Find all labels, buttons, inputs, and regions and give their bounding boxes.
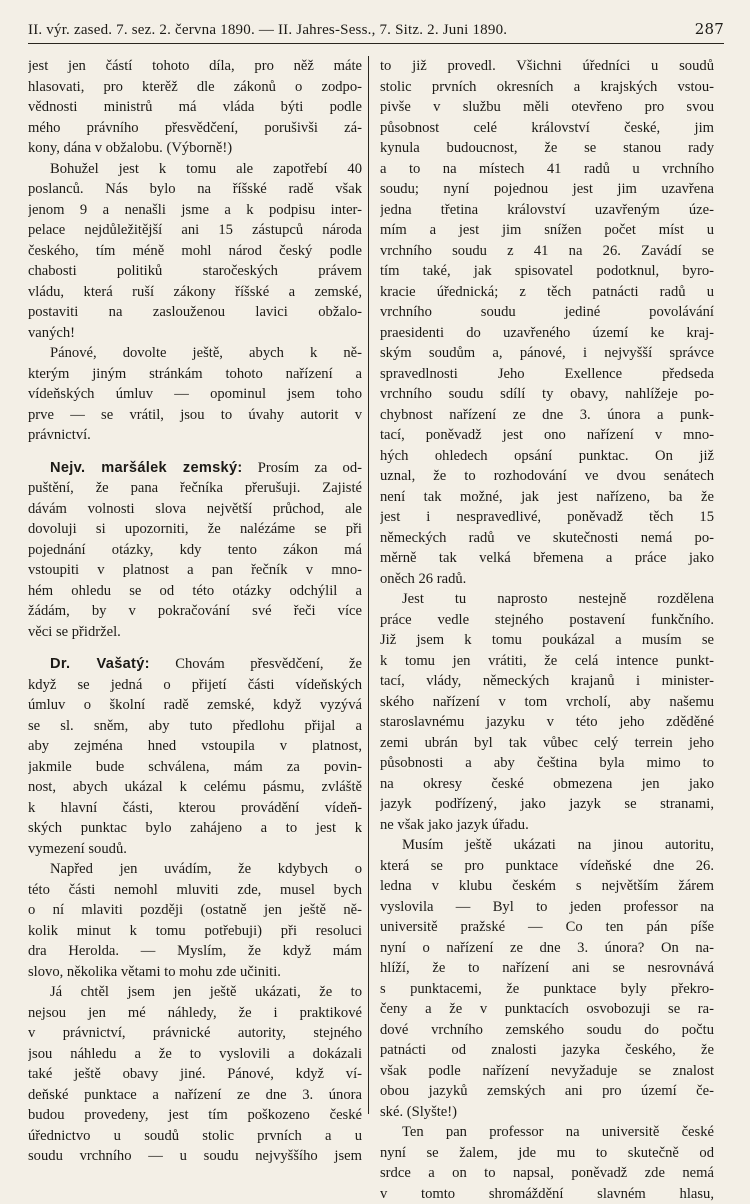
text-line: ských punktac bylo zahájeno a to jest k [28, 818, 362, 839]
text-line: českého, tím méně mohl národ český podle [28, 241, 362, 262]
text-line: jest i nespravedlivé, poněvadž těch 15 [380, 507, 714, 528]
text-line: nost, abych ukázal k celému pásmu, zvláště [28, 777, 362, 798]
text-line: dové vrchního zemského soudu do počtu [380, 1020, 714, 1041]
text-line: pivše v službu měli otevřeno pro svou [380, 97, 714, 118]
text-line: mého právního přesvědčení, porušivši zá- [28, 118, 362, 139]
text-line: budou provedeny, jest tím poškozeno české [28, 1105, 362, 1126]
text-line: ské. (Slyšte!) [380, 1102, 714, 1123]
left-column [28, 56, 372, 1204]
text-line: ského nařízení v tom vrcholí, aby našemu [380, 692, 714, 713]
text-line: na okresy české obmezena jen jako [380, 774, 714, 795]
text-line: jazyk podřízený, jako jazyk se stranami, [380, 794, 714, 815]
text-line: tím také, jak spisovatel podotknul, byro- [380, 261, 714, 282]
speaker-name: Dr. Vašatý: [50, 656, 150, 672]
text-line: kony, dána v obžalobu. (Výborně!) [28, 138, 362, 159]
document-page [28, 20, 724, 1204]
paragraph-gap [28, 446, 362, 458]
text-line: vládu, která ruší zákony říšské a zemské, [28, 282, 362, 303]
text-line: kterým jiným stránkám tohoto nařízení a [28, 364, 362, 385]
text-line: se sl. sněm, aby tuto předlohu přijal a [28, 716, 362, 737]
text-line: této části nemohl mluviti zde, musel bych [28, 880, 362, 901]
text-line: hém ohledu se od této otázky odchýlil a [28, 581, 362, 602]
text-line: hých ohledech opsání punktac. On již [380, 446, 714, 467]
text-line: stolic prvních okresních a krajských vstou- [380, 77, 714, 98]
text-line: práce vedle stejného postavení funkčního. [380, 610, 714, 631]
text-line: vrchního soudu sdílí ty obavy, nahlížeje po- [380, 384, 714, 405]
text-line: deňské punktace a nařízení ze dne 3. února [28, 1085, 362, 1106]
text-line: prve — se vrátil, jsou to úvahy autorit v [28, 405, 362, 426]
text-line: Ten pan professor na universitě české [380, 1122, 714, 1143]
text-line: slovo, několika větami to mohu zde učiniti. [28, 962, 362, 983]
text-line: ne však jako jazyk úřadu. [380, 815, 714, 836]
text-line: postaviti na zaslouženou lavici obžalo- [28, 302, 362, 323]
text-line: soudu; nyní pojednou jest jim uzavřena [380, 179, 714, 200]
text-line: však podle nařízení nevyžaduje se znalost [380, 1061, 714, 1082]
text-line: pojednání otázky, kdy tento zákon má [28, 540, 362, 561]
text-line: praesidenti do uzavřeného území ke kraj- [380, 323, 714, 344]
text-line: nejsou jen mé náhledy, že i praktikové [28, 1003, 362, 1024]
text-line: universitě pražské — Co ten pán píše [380, 917, 714, 938]
text-line: Napřed jen uvádím, že kdybych o [28, 859, 362, 880]
text-line: dra Herolda. — Myslím, že když mám [28, 941, 362, 962]
text-line: spravedlnosti Jeho Exellence předseda [380, 364, 714, 385]
text-line: dávám volnosti slova největší průchod, ale [28, 499, 362, 520]
text-line: aby zejména hned vstoupila v platnost, [28, 736, 362, 757]
text-line: Již jsem k tomu poukázal a musím se [380, 630, 714, 651]
text-line: to již provedl. Všichni úředníci u soudů [380, 56, 714, 77]
text-line: jenom 9 a nenašli jsme a k podpisu inter- [28, 200, 362, 221]
text-line: ledna v klubu českém s největším žárem [380, 876, 714, 897]
text-line: jsou náhledu a že to vyslovili a dokázali [28, 1044, 362, 1065]
text-line: staroslavnému jazyku v této jeho zděděné [380, 712, 714, 733]
text-line: hlíží, že to nařízení ani se nesrovnává [380, 958, 714, 979]
text-line: v právnictví, právnické autority, stejného [28, 1023, 362, 1044]
text-line: s punktacemi, že punktace byly překro- [380, 979, 714, 1000]
text-line: nyní se žalem, jde mu to skutečně od [380, 1143, 714, 1164]
text-line: dovoluji si upozorniti, že nalézáme se při [28, 519, 362, 540]
speech-text: Prosím za od- [243, 460, 362, 476]
text-line: poslanců. Nás bylo na říšské radě však [28, 179, 362, 200]
text-line: která se pro punktace vídeňské dne 26. [380, 856, 714, 877]
text-line: vrchního soudu z 41 na 26. Zavádí se [380, 241, 714, 262]
text-line: Jest tu naprosto nestejně rozdělena [380, 589, 714, 610]
text-line: ským soudům a, pánové, i nejvyšší správce [380, 343, 714, 364]
text-line: kracie úřednická; z těch patnácti radů u [380, 282, 714, 303]
text-line: puštění, že pana řečníka přerušuji. Zajisté [28, 478, 362, 499]
text-line: působnosti a aby čeština byla mimo to [380, 753, 714, 774]
text-line: oněch 26 radů. [380, 569, 714, 590]
text-line: soudu vrchního — u soudu nejvyššího jsem [28, 1146, 362, 1167]
text-line: srdce a on to napsal, poněvadž zde nemá [380, 1163, 714, 1184]
text-line: jedna třetina království uzavřeným úze- [380, 200, 714, 221]
page-number: 287 [695, 20, 724, 38]
speaker-name: Nejv. maršálek zemský: [50, 460, 243, 476]
text-line: věci se přidržel. [28, 622, 362, 643]
text-line: také ještě obavy jiné. Pánové, když ví- [28, 1064, 362, 1085]
text-line: k hlavní části, kterou provádění vídeň- [28, 798, 362, 819]
text-line: v tomto shromáždění slavném hlasu, [380, 1184, 714, 1204]
text-line: hlasovati, pro kterěž dle zákonů o zodpo- [28, 77, 362, 98]
text-line: německých radů ve skutečnosti nemá po- [380, 528, 714, 549]
text-line: Musím ještě ukázati na jinou autoritu, [380, 835, 714, 856]
text-line: uznal, že to rozhodování ve dvou senátech [380, 466, 714, 487]
text-line: obou jazyků zemských ani pro území če- [380, 1081, 714, 1102]
text-line: kolik minut k tomu potřebuji) při resoluci [28, 921, 362, 942]
speech-text: Chovám přesvědčení, že [150, 656, 362, 672]
text-line: zemi ubrán byl tak vůbec celý terrein jeho [380, 733, 714, 754]
text-line: Bohužel jest k tomu ale zapotřebí 40 [28, 159, 362, 180]
text-line: působnost celé království české, jim [380, 118, 714, 139]
text-line: nyní o nařízení ze dne 3. února? On na- [380, 938, 714, 959]
text-line: není tak možné, jak jest nařízeno, ba že [380, 487, 714, 508]
text-line: tací, vlády, německých krajanů i minister- [380, 671, 714, 692]
text-line: žádám, by v pokračování své řeči více [28, 601, 362, 622]
text-line: když se jedná o přijetí části vídeňských [28, 675, 362, 696]
text-line: vědnosti ministrů má vláda býti podle [28, 97, 362, 118]
text-line: vrchního soudu jediné povolávání [380, 302, 714, 323]
text-line: chybnost nařízení ze dne 3. února a punk- [380, 405, 714, 426]
text-line: k tomu jen vrátiti, že celá intence punkt- [380, 651, 714, 672]
text-line: Pánové, dovolte ještě, abych k ně- [28, 343, 362, 364]
column-divider [368, 56, 369, 1114]
header-text: II. výr. zased. 7. sez. 2. června 1890. — II. Jahres-Sess., 7. Sitz. 2. Juni 1890. [28, 22, 507, 39]
right-column [372, 56, 714, 1204]
text-line: vídeňských úmluv — opominul jsem toho [28, 384, 362, 405]
text-line: vaných! [28, 323, 362, 344]
text-line [28, 654, 362, 675]
text-line: kynula budoucnost, že se stanou rady [380, 138, 714, 159]
text-line: a to na místech 41 radů u vrchního [380, 159, 714, 180]
text-line: čeny a že v punktacích osvobozuji se ra- [380, 999, 714, 1020]
text-line: vyslovila — Byl to jeden professor na [380, 897, 714, 918]
text-line [28, 458, 362, 479]
text-line: vstoupiti v platnost a pan řečník v mno- [28, 560, 362, 581]
paragraph-gap [28, 642, 362, 654]
text-line: patnácti od znalosti jazyka českého, že [380, 1040, 714, 1061]
text-line: chabosti politiků staročeských právem [28, 261, 362, 282]
text-line: měrně tak velká břemena a práce jako [380, 548, 714, 569]
text-line: vymezení soudů. [28, 839, 362, 860]
text-line: právnictví. [28, 425, 362, 446]
text-line: úmluv o školní radě zemské, když vyzývá [28, 695, 362, 716]
text-line: Já chtěl jsem jen ještě ukázati, že to [28, 982, 362, 1003]
text-line: úřednictvo u soudů stolic prvních a u [28, 1126, 362, 1147]
text-line: o ní mlaviti později (ostatně jen ještě ně- [28, 900, 362, 921]
text-line: tací, poněvadž jest ono nařízení v mno- [380, 425, 714, 446]
text-line: pelace nejdůležitější ani 15 zástupců národa [28, 220, 362, 241]
text-line: jakmile bude schválena, mám za povin- [28, 757, 362, 778]
text-columns [28, 56, 724, 1204]
text-line: mím a jest jim snížen počet míst u [380, 220, 714, 241]
running-header [28, 20, 724, 44]
text-line: jest jen částí tohoto díla, pro něž máte [28, 56, 362, 77]
